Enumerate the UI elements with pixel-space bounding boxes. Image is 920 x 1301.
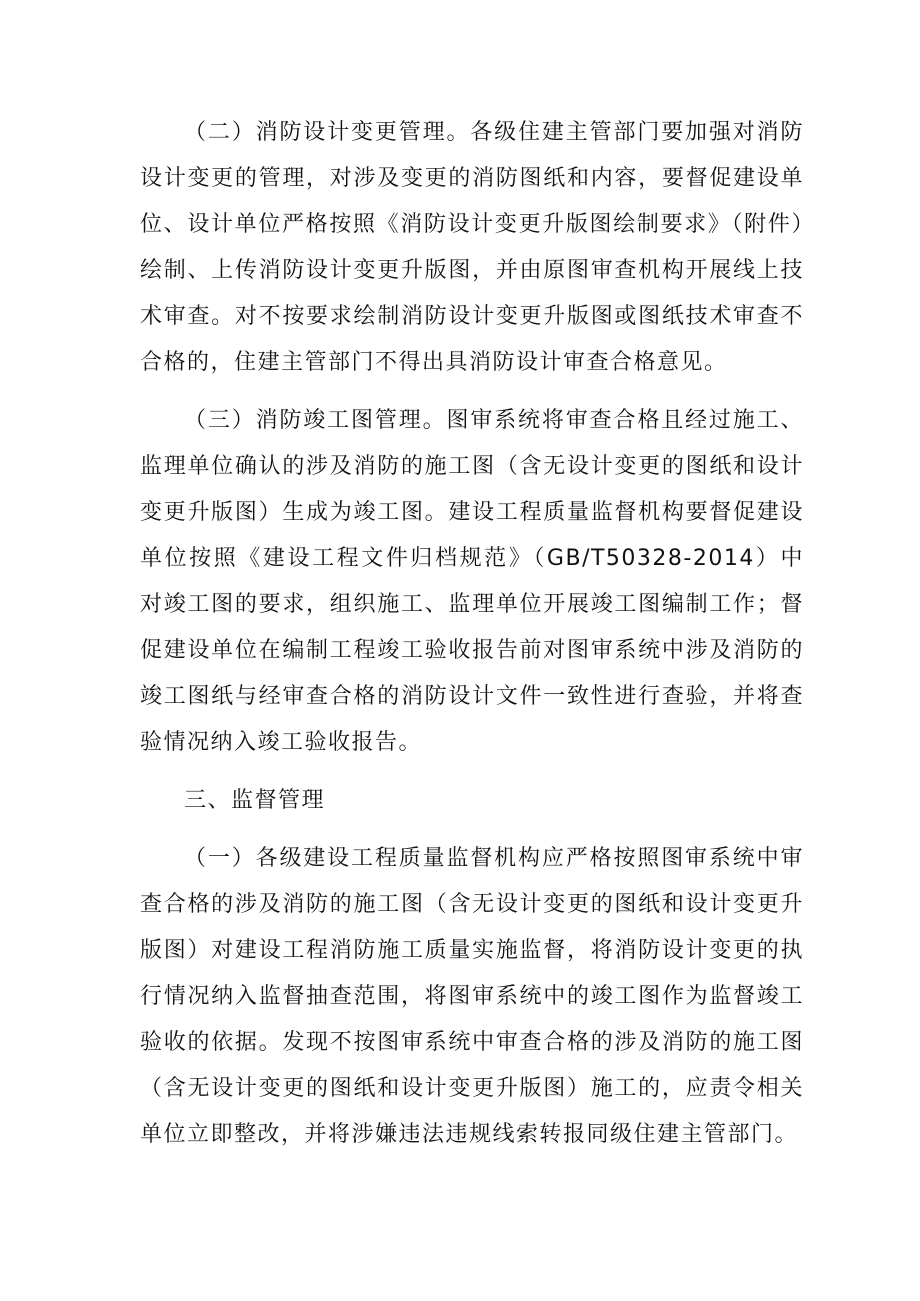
paragraph-as-built-drawing-management: （三）消防竣工图管理。图审系统将审查合格且经过施工、监理单位确认的涉及消防的施工图（含无设计变更的图纸和设计变更升版图）生成为竣工图。建设工程质量监督机构要督促建设单位按照《建设工程文件归档规范》（GB/T50328-2014）中对竣工图的要求，组织施工、监理单位开展竣工图编制工作；督促建设单位在编制工程竣工验收报告前对图审系统中涉及消防的竣工图纸与经审查合格的消防设计文件一致性进行查验，并将查验情况纳入竣工验收报告。 bbox=[140, 408, 804, 755]
document-body bbox=[140, 110, 804, 1170]
section-heading-supervision: 三、监督管理 bbox=[184, 788, 326, 813]
paragraph-design-change-management: （二）消防设计变更管理。各级住建主管部门要加强对消防设计变更的管理，对涉及变更的消防图纸和内容，要督促建设单位、设计单位严格按照《消防设计变更升版图绘制要求》（附件）绘制、上传消防设计变更升版图，并由原图审查机构开展线上技术审查。对不按要求绘制消防设计变更升版图或图纸技术审查不合格的，住建主管部门不得出具消防设计审查合格意见。 bbox=[140, 120, 804, 375]
paragraph-quality-supervision: （一）各级建设工程质量监督机构应严格按照图审系统中审查合格的涉及消防的施工图（含无设计变更的图纸和设计变更升版图）对建设工程消防施工质量实施监督，将消防设计变更的执行情况纳入监督抽查范围，将图审系统中的竣工图作为监督竣工验收的依据。发现不按图审系统中审查合格的涉及消防的施工图（含无设计变更的图纸和设计变更升版图）施工的，应责令相关单位立即整改，并将涉嫌违法违规线索转报同级住建主管部门。 bbox=[140, 846, 804, 1147]
